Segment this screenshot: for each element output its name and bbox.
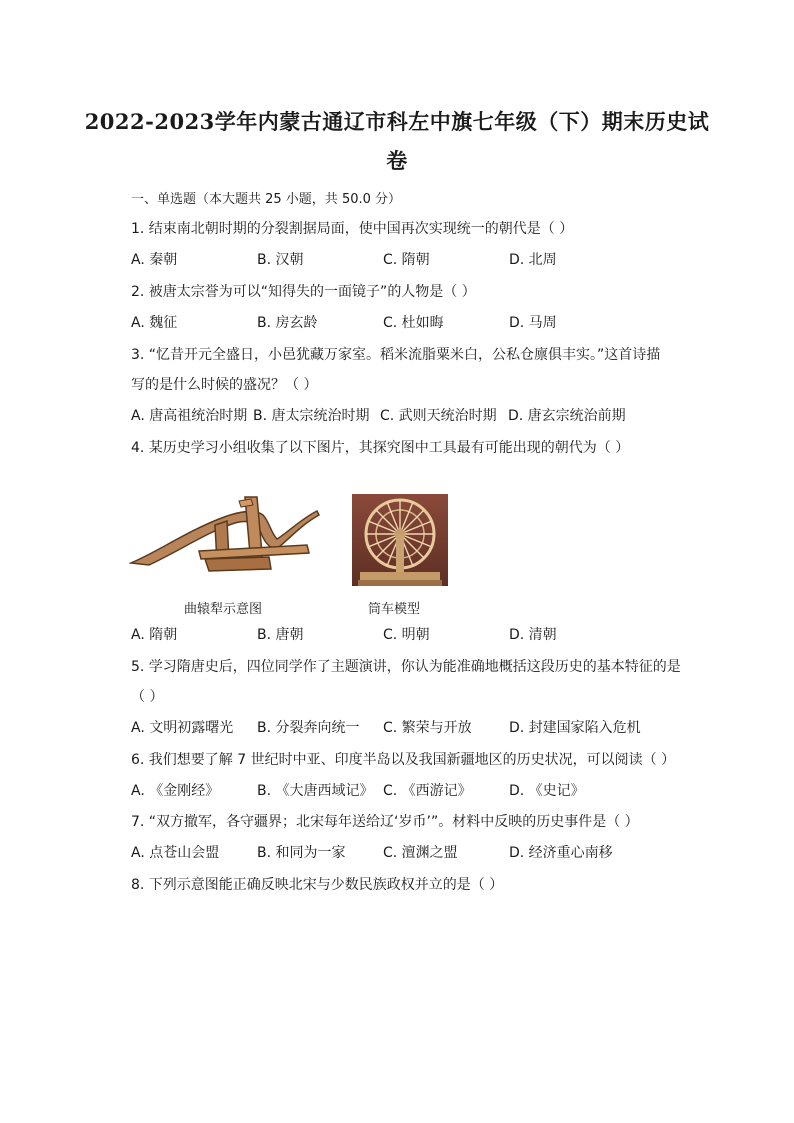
- q4-option-b[interactable]: B. 唐朝: [257, 627, 304, 643]
- question-5-text: 5. 学习隋唐史后，四位同学作了主题演讲，你认为能准确地概括这段历史的基本特征的是: [131, 659, 681, 675]
- q2-option-a[interactable]: A. 魏征: [131, 315, 178, 331]
- question-3-text-line2: 写的是什么时候的盛况？（ ）: [131, 377, 318, 393]
- q6-option-c[interactable]: C. 《西游记》: [383, 783, 472, 799]
- question-6-text: 6. 我们想要了解 7 世纪时中亚、印度半岛以及我国新疆地区的历史状况，可以阅读（ ）: [131, 752, 676, 768]
- q4-option-c[interactable]: C. 明朝: [383, 627, 430, 643]
- q7-option-a[interactable]: A. 点苍山会盟: [131, 845, 220, 861]
- waterwheel-icon: [352, 494, 448, 586]
- q3-option-d[interactable]: D. 唐玄宗统治前期: [508, 408, 626, 424]
- q6-option-a[interactable]: A. 《金刚经》: [131, 783, 220, 799]
- question-2-text: 2. 被唐太宗誉为可以“知得失的一面镜子”的人物是（ ）: [131, 284, 476, 300]
- question-4-text: 4. 某历史学习小组收集了以下图片，其探究图中工具最有可能出现的朝代为（ ）: [131, 440, 630, 456]
- q1-option-b[interactable]: B. 汉朝: [257, 252, 304, 268]
- q2-option-c[interactable]: C. 杜如晦: [383, 315, 444, 331]
- q2-option-b[interactable]: B. 房玄龄: [257, 315, 318, 331]
- exam-title-line1: 2022-2023学年内蒙古通辽市科左中旗七年级（下）期末历史试: [84, 109, 710, 134]
- plough-icon: [129, 493, 321, 583]
- q7-option-b[interactable]: B. 和同为一家: [257, 845, 346, 861]
- q4-option-d[interactable]: D. 清朝: [509, 627, 557, 643]
- question-3-text: 3. “忆昔开元全盛日，小邑犹藏万家室。稻米流脂粟米白，公私仓廪俱丰实。”这首诗描: [131, 347, 661, 363]
- section-heading: 一、单选题（本大题共 25 小题，共 50.0 分）: [131, 192, 402, 207]
- q3-option-b[interactable]: B. 唐太宗统治时期: [253, 408, 370, 424]
- q3-option-c[interactable]: C. 武则天统治时期: [380, 408, 497, 424]
- q2-option-d[interactable]: D. 马周: [509, 315, 557, 331]
- caption-plough: 曲辕犁示意图: [184, 602, 263, 617]
- q6-option-d[interactable]: D. 《史记》: [509, 783, 585, 799]
- q7-option-d[interactable]: D. 经济重心南移: [509, 845, 613, 861]
- q1-option-a[interactable]: A. 秦朝: [131, 252, 178, 268]
- q1-option-c[interactable]: C. 隋朝: [383, 252, 430, 268]
- question-7-text: 7. “双方撤军，各守疆界；北宋每年送给辽‘岁币’”。材料中反映的历史事件是（ ）: [131, 814, 639, 830]
- q5-option-a[interactable]: A. 文明初露曙光: [131, 720, 234, 736]
- caption-waterwheel: 筒车模型: [368, 602, 421, 617]
- q1-option-d[interactable]: D. 北周: [509, 252, 557, 268]
- question-5-text-line2: （ ）: [131, 689, 164, 705]
- question-8-text: 8. 下列示意图能正确反映北宋与少数民族政权并立的是（ ）: [131, 877, 504, 893]
- q5-option-c[interactable]: C. 繁荣与开放: [383, 720, 472, 736]
- q5-option-b[interactable]: B. 分裂奔向统一: [257, 720, 360, 736]
- q6-option-b[interactable]: B. 《大唐西域记》: [257, 783, 374, 799]
- q4-option-a[interactable]: A. 隋朝: [131, 627, 178, 643]
- q3-option-a[interactable]: A. 唐高祖统治时期: [131, 408, 248, 424]
- question-1-text: 1. 结束南北朝时期的分裂割据局面，使中国再次实现统一的朝代是（ ）: [131, 221, 574, 237]
- q5-option-d[interactable]: D. 封建国家陷入危机: [509, 720, 641, 736]
- q7-option-c[interactable]: C. 澶渊之盟: [383, 845, 458, 861]
- exam-title-line2: 卷: [386, 148, 408, 173]
